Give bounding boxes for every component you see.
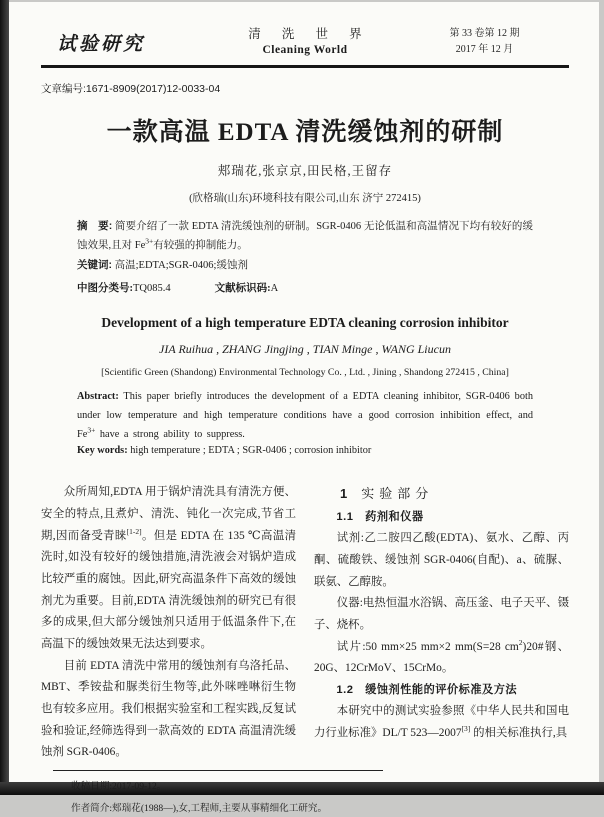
doc-code-value: A xyxy=(270,283,279,295)
keywords-value-cn: 高温;EDTA;SGR-0406;缓蚀剂 xyxy=(114,260,248,272)
keywords-value-en: high temperature ; EDTA ; SGR-0406 ; corrosion inhibitor xyxy=(130,445,372,457)
keywords-en xyxy=(77,445,533,456)
paragraph-method xyxy=(314,701,569,744)
footnote-block xyxy=(41,770,569,817)
abstract-en xyxy=(77,387,533,444)
fe-superscript: 3+ xyxy=(145,236,154,246)
cm-superscript: 2 xyxy=(518,637,523,647)
citation-3: [3] xyxy=(461,724,471,734)
abstract-label-en: Abstract: xyxy=(77,391,119,403)
subsection-heading-1-2: 1.2 缓蚀剂性能的评价标准及方法 xyxy=(336,683,518,696)
clc-label: 中图分类号: xyxy=(77,283,133,295)
received-date: 收稿日期:2017-09-12。 xyxy=(71,781,167,793)
affiliation-cn: (欣格瑞(山东)环境科技有限公司,山东 济宁 272415) xyxy=(189,193,421,205)
title-en: Development of a high temperature EDTA cleaning corrosion inhibitor xyxy=(101,315,509,331)
section-number: 1 xyxy=(340,486,348,502)
footnote-rule xyxy=(53,770,383,771)
abstract-text-cn: 简要介绍了一款 EDTA 清洗缓蚀剂的研制。SGR-0406 无论低温和高温情况下均有较好的缓蚀效果,且对 Fe xyxy=(77,221,534,251)
body-columns xyxy=(41,482,569,764)
right-column xyxy=(314,482,569,764)
left-column xyxy=(41,482,296,764)
authors-cn: 郏瑞花,张京京,田民格,王留存 xyxy=(217,164,393,179)
issue-volume: 第 33 卷第 12 期 xyxy=(449,28,520,40)
header-left xyxy=(41,29,210,56)
abstract-text-en-end: have a strong ability to suppress. xyxy=(95,429,245,441)
fe-superscript-en: 3+ xyxy=(87,425,96,435)
abstract-text-en: This paper briefly introduces the development of a EDTA cleaning inhibitor, SGR-0406 both under low temperature and high temperature conditions have a good corrosion inhibition effect, and Fe xyxy=(77,391,533,441)
paragraph-method-text: 本研究中的测试实验参照《中华人民共和国电力行业标准》DL/T 523—2007 xyxy=(314,705,569,739)
scan-edge-left xyxy=(0,0,9,795)
subsection-heading-1-1: 1.1 药剂和仪器 xyxy=(336,510,424,523)
paragraph-inhibitors: 目前 EDTA 清洗中常用的缓蚀剂有乌洛托品、MBT、季铵盐和脲类衍生物等,此外咪唑啉衍生物也有较多应用。我们根据实验室和工程实践,反复试验和验证,经筛选得到一款高效的 EDTA 高温清洗缓蚀剂 SGR-0406。 xyxy=(41,659,296,759)
paragraph-reagents: 试剂:乙二胺四乙酸(EDTA)、氨水、乙醇、丙酮、硫酸铁、缓蚀剂 SGR-0406(自配)、a、硫脲、联氨、乙醇胺。 xyxy=(314,532,569,588)
authors-en: JIA Ruihua , ZHANG Jingjing , TIAN Minge , WANG Liucun xyxy=(159,342,451,357)
citation-1-2: [1-2] xyxy=(126,526,142,536)
paragraph-intro-text: 众所周知,EDTA 用于锅炉清洗具有清洗方便、安全的特点,且煮炉、清洗、钝化一次完成,节省工期,因而备受青睐 xyxy=(41,486,296,542)
journal-name-cn: 清 洗 世 界 xyxy=(248,27,371,41)
keywords-cn xyxy=(77,257,533,272)
keywords-label-cn: 关键词: xyxy=(77,259,112,272)
column-label: 试验研究 xyxy=(57,33,146,55)
journal-name-block xyxy=(210,26,400,58)
abstract-label-cn: 摘 要: xyxy=(77,220,113,233)
section-heading-1 xyxy=(314,482,569,507)
abstract-cn xyxy=(77,217,533,255)
article-number: 文章编号:1671-8909(2017)12-0033-04 xyxy=(41,83,221,96)
header-rule xyxy=(41,65,569,68)
section-title: 实验部分 xyxy=(361,486,434,502)
classification-line xyxy=(77,280,533,295)
paragraph-intro xyxy=(41,482,296,655)
paragraph-coupons-text-end: )20#钢、20G、12CrMoV、15CrMo。 xyxy=(314,640,569,675)
paragraph-coupons xyxy=(314,637,569,680)
doc-code-label: 文献标识码: xyxy=(214,283,271,295)
author-bio: 作者简介:郏瑞花(1988—),女,工程师,主要从事精细化工研究。 xyxy=(71,803,328,815)
journal-name-en: Cleaning World xyxy=(262,43,348,56)
clc-value: TQ085.4 xyxy=(133,283,171,295)
title-cn: 一款高温 EDTA 清洗缓蚀剂的研制 xyxy=(106,119,504,147)
abstract-text-cn-end: 有较强的抑制能力。 xyxy=(153,239,248,251)
page-header xyxy=(41,26,569,58)
paragraph-coupons-text: 试片:50 mm×25 mm×2 mm(S=28 cm xyxy=(336,640,519,653)
affiliation-en: [Scientific Green (Shandong) Environmental Technology Co. , Ltd. , Jining , Shandong 272415 , China] xyxy=(101,367,509,379)
journal-page xyxy=(9,2,599,815)
issue-info xyxy=(400,26,569,58)
paragraph-method-text-end: 的相关标准执行,具 xyxy=(470,726,568,739)
paragraph-instruments: 仪器:电热恒温水浴锅、高压釜、电子天平、镊子、烧杯。 xyxy=(314,597,569,631)
keywords-label-en: Key words: xyxy=(77,445,128,457)
issue-date: 2017 年 12 月 xyxy=(455,44,514,56)
paragraph-intro-text-end: 。但是 EDTA 在 135 ℃高温清洗时,如没有较好的缓蚀措施,清洗液会对锅炉造成比较严重的腐蚀。因此,研究高温条件下高效的缓蚀剂尤为重要。目前,EDTA 清洗缓蚀剂的研究已有很多的成果,但大部分缓蚀剂只适用于低温条件下,在高温下的缓蚀效果无法达到要求。 xyxy=(41,529,296,650)
